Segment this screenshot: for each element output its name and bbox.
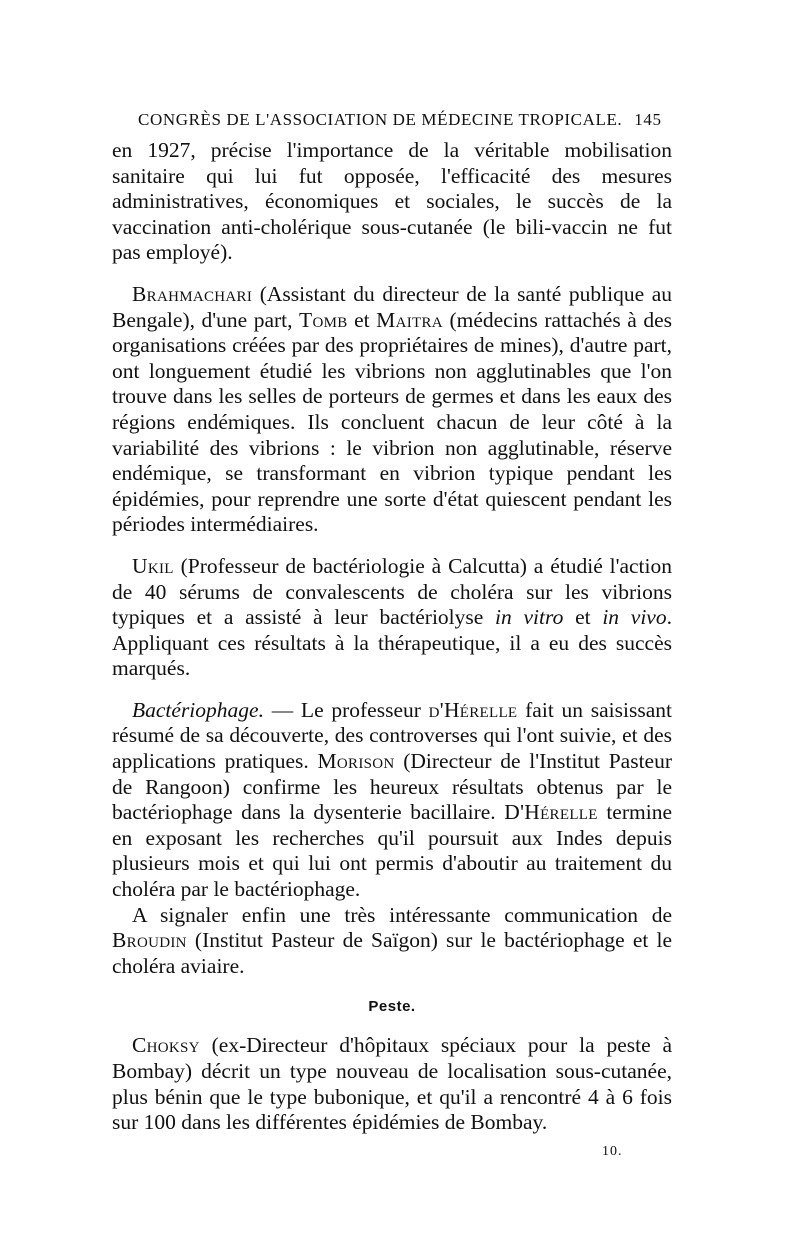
paragraph-cholera-1927: [112, 138, 672, 266]
author-name: Choksy: [132, 1033, 200, 1058]
text-segment: en 1927, précise l'importance de la véritable mobilisation sanitaire qui lui fut opposée, l'efficacité des mesures administratives, économiques et sociales, le succès de la vaccination anti-cholérique sous-cutanée (le bili-vaccin ne fut pas employé).: [112, 138, 672, 265]
text-segment: (ex-Directeur d'hôpitaux spéciaux pour la peste à Bombay) décrit un type nouveau de localisation sous-cutanée, plus bénin que le type bubonique, et qu'il a rencontré 4 à 6 fois sur 100 dans les différentes épidémies de Bombay.: [112, 1033, 672, 1135]
author-name: Ukil: [132, 553, 174, 578]
text-segment: . Appliquant ces résultats à la thérapeutique, il a eu des succès marqués.: [112, 605, 672, 681]
author-name: Morison: [317, 749, 395, 774]
signature-mark: 10.: [602, 1144, 623, 1159]
paragraph-brahmachari: [112, 282, 672, 538]
text-segment: (Professeur de bactériologie à Calcutta) a étudié l'action de 40 sérums de convalescents de choléra sur les vibrions typiques et a assisté à leur bactériolyse: [112, 553, 672, 630]
author-name: Broudin: [112, 928, 187, 953]
paragraph-ukil: [112, 554, 672, 682]
text-segment: (Directeur de l'Institut Pasteur de Rangoon) confirme les heureux résultats obtenus par le bactériophage dans la dysenterie bacillaire.: [112, 749, 672, 825]
running-head: [138, 108, 672, 132]
italic-text: in vivo: [602, 605, 667, 630]
italic-text: in vitro: [495, 605, 564, 630]
text-segment: fait un saisissant résumé de sa découverte, des controverses qui l'ont suivie, et des applications pratiques.: [112, 697, 672, 774]
author-name: Maitra: [376, 307, 443, 332]
page-body: [112, 108, 672, 1136]
text-segment: et: [563, 605, 603, 630]
author-name: Brahmachari: [132, 281, 253, 306]
paragraph-bacteriophage: [112, 698, 672, 903]
page-number: 145: [634, 110, 662, 129]
text-segment: (Institut Pasteur de Saïgon) sur le bactériophage et le choléra aviaire.: [112, 928, 672, 978]
running-head-title: CONGRÈS DE L'ASSOCIATION DE MÉDECINE TROPICALE.: [138, 110, 623, 129]
text-segment: termine en exposant les recherches qu'il poursuit aux Indes depuis plusieurs mois et qui lui ont permis d'aboutir au traitement du choléra par le bactériophage.: [112, 800, 672, 902]
section-title-peste: Peste.: [368, 998, 416, 1016]
text-segment: (Assistant du directeur de la santé publique au Bengale), d'une part,: [112, 281, 672, 332]
text-segment: — Le professeur: [263, 697, 429, 722]
author-name: d'Hérelle: [428, 697, 518, 722]
italic-text: Bactériophage.: [132, 697, 264, 722]
author-name: Tomb: [299, 307, 348, 332]
author-name: D'Hérelle: [504, 800, 598, 825]
text-segment: et: [347, 307, 377, 332]
text-segment: (médecins rattachés à des organisations créées par des propriétaires de mines), d'autre part, ont longuement étudié les vibrions non agglutinables que l'on trouve dans les selles de porteurs de germes et dans les eaux des régions endémiques. Ils concluent chacun de leur côté à la variabilité des vibrions : le vibrion non agglutinable, réserve endémique, se transformant en vibrion typique pendant les épidémies, pour reprendre une sorte d'état quiescent pendant les périodes intermédiaires.: [112, 307, 672, 537]
paragraph-choksy: [112, 1033, 672, 1135]
text-segment: A signaler enfin une très intéressante communication de: [132, 902, 672, 927]
paragraph-broudin: [112, 903, 672, 980]
